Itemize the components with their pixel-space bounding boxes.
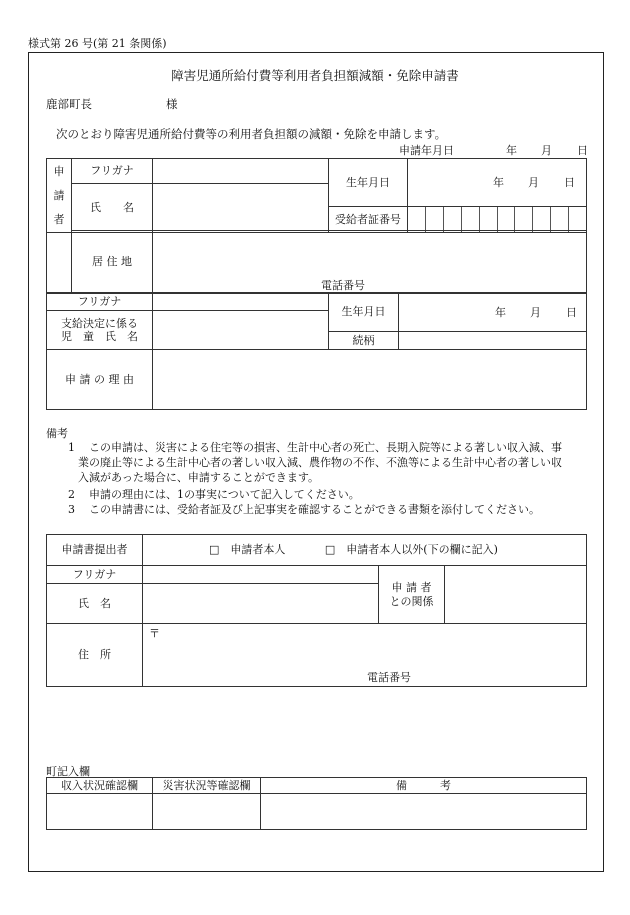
note-item-3: 3 bbox=[68, 503, 75, 516]
applicant-section-spacer bbox=[47, 231, 72, 294]
submitter-option-self[interactable]: □ 申請者本人 bbox=[209, 543, 286, 557]
relationship-label: 続柄 bbox=[329, 332, 399, 350]
applicant-name-field[interactable] bbox=[153, 184, 329, 233]
child-birth-day: 日 bbox=[566, 306, 577, 319]
applicant-phone-label: 電話番号 bbox=[321, 279, 365, 292]
reason-field[interactable] bbox=[153, 350, 587, 410]
page-title: 障害児通所給付費等利用者負担額減額・免除申請書 bbox=[171, 68, 459, 83]
relationship-field[interactable] bbox=[399, 332, 587, 350]
submitter-name-label: 氏 名 bbox=[47, 584, 143, 624]
addressee: 鹿部町長 bbox=[46, 97, 92, 111]
applicant-table bbox=[46, 158, 587, 233]
applicant-birthdate-label: 生年月日 bbox=[329, 159, 408, 207]
submitter-relation-field[interactable] bbox=[445, 566, 587, 624]
residence-table bbox=[46, 230, 587, 294]
disaster-check-header: 災害状況等確認欄 bbox=[153, 778, 261, 794]
submitter-options bbox=[143, 535, 587, 566]
application-date-year: 年 bbox=[506, 144, 517, 157]
submitter-furigana-field[interactable] bbox=[143, 566, 379, 584]
applicant-furigana-field[interactable] bbox=[153, 159, 329, 184]
note-item-2-text: 申請の理由には、1の事実について記入してください。 bbox=[89, 488, 360, 501]
applicant-birthdate-field[interactable] bbox=[408, 159, 587, 207]
submitter-name-field[interactable] bbox=[143, 584, 379, 624]
residence-label: 居 住 地 bbox=[72, 231, 153, 294]
remarks-field[interactable] bbox=[261, 794, 587, 830]
child-birth-year: 年 bbox=[495, 306, 506, 319]
submitter-furigana-label: フリガナ bbox=[47, 566, 143, 584]
child-table bbox=[46, 292, 587, 410]
applicant-birth-month: 月 bbox=[528, 176, 539, 189]
submitter-label: 申請書提出者 bbox=[47, 535, 143, 566]
submitter-address-field[interactable] bbox=[143, 624, 587, 687]
reason-label: 申 請 の 理 由 bbox=[47, 350, 153, 410]
applicant-birth-year: 年 bbox=[493, 176, 504, 189]
intro-text: 次のとおり障害児通所給付費等の利用者負担額の減額・免除を申請します。 bbox=[56, 127, 447, 141]
recipient-number-field[interactable] bbox=[408, 207, 587, 233]
application-date-month: 月 bbox=[541, 144, 552, 157]
postal-mark: 〒 bbox=[149, 627, 160, 640]
remarks-header: 備 考 bbox=[261, 778, 587, 794]
submitter-table bbox=[46, 534, 587, 687]
submitter-relation-label: 申 請 者 との関係 bbox=[379, 566, 445, 624]
submitter-option-other[interactable]: □ 申請者本人以外(下の欄に記入) bbox=[324, 543, 498, 557]
submitter-phone-label: 電話番号 bbox=[367, 671, 411, 684]
child-furigana-field[interactable] bbox=[153, 293, 329, 311]
office-use-table bbox=[46, 777, 587, 830]
child-birth-month: 月 bbox=[530, 306, 541, 319]
residence-field[interactable] bbox=[153, 231, 587, 294]
applicant-birth-day: 日 bbox=[564, 176, 575, 189]
application-date-day: 日 bbox=[577, 144, 588, 157]
child-name-field[interactable] bbox=[153, 311, 329, 350]
note-item-2: 2 bbox=[68, 488, 75, 501]
notes-heading: 備考 bbox=[46, 427, 68, 440]
income-check-header: 収入状況確認欄 bbox=[47, 778, 153, 794]
note-item-1-text: この申請は、災害による住宅等の損害、生計中心者の死亡、長期入院等による著しい収入減、事 業の廃止等による生計中心者の著しい収入減、農作物の不作、不漁等による生計中心者の著しい収 入減があった場合に、申請することができます。 bbox=[78, 441, 562, 484]
child-name-label: 支給決定に係る 児 童 氏 名 bbox=[47, 311, 153, 350]
child-furigana-label: フリガナ bbox=[47, 293, 153, 311]
applicant-furigana-label: フリガナ bbox=[72, 159, 153, 184]
applicant-section-label: 申 請 者 bbox=[47, 159, 72, 233]
office-use-heading: 町記入欄 bbox=[46, 765, 90, 778]
income-check-field[interactable] bbox=[47, 794, 153, 830]
recipient-number-label: 受給者証番号 bbox=[329, 207, 408, 233]
honorific: 様 bbox=[166, 97, 178, 111]
child-birthdate-label: 生年月日 bbox=[329, 293, 399, 332]
disaster-check-field[interactable] bbox=[153, 794, 261, 830]
note-item-3-text: この申請書には、受給者証及び上記事実を確認することができる書類を添付してください。 bbox=[89, 503, 540, 516]
application-date-label: 申請年月日 bbox=[399, 144, 454, 157]
form-number: 様式第 26 号(第 21 条関係) bbox=[28, 37, 167, 50]
applicant-name-label: 氏 名 bbox=[72, 184, 153, 233]
note-item-1: 1 bbox=[68, 441, 75, 454]
child-birthdate-field[interactable] bbox=[399, 293, 587, 332]
submitter-address-label: 住 所 bbox=[47, 624, 143, 687]
